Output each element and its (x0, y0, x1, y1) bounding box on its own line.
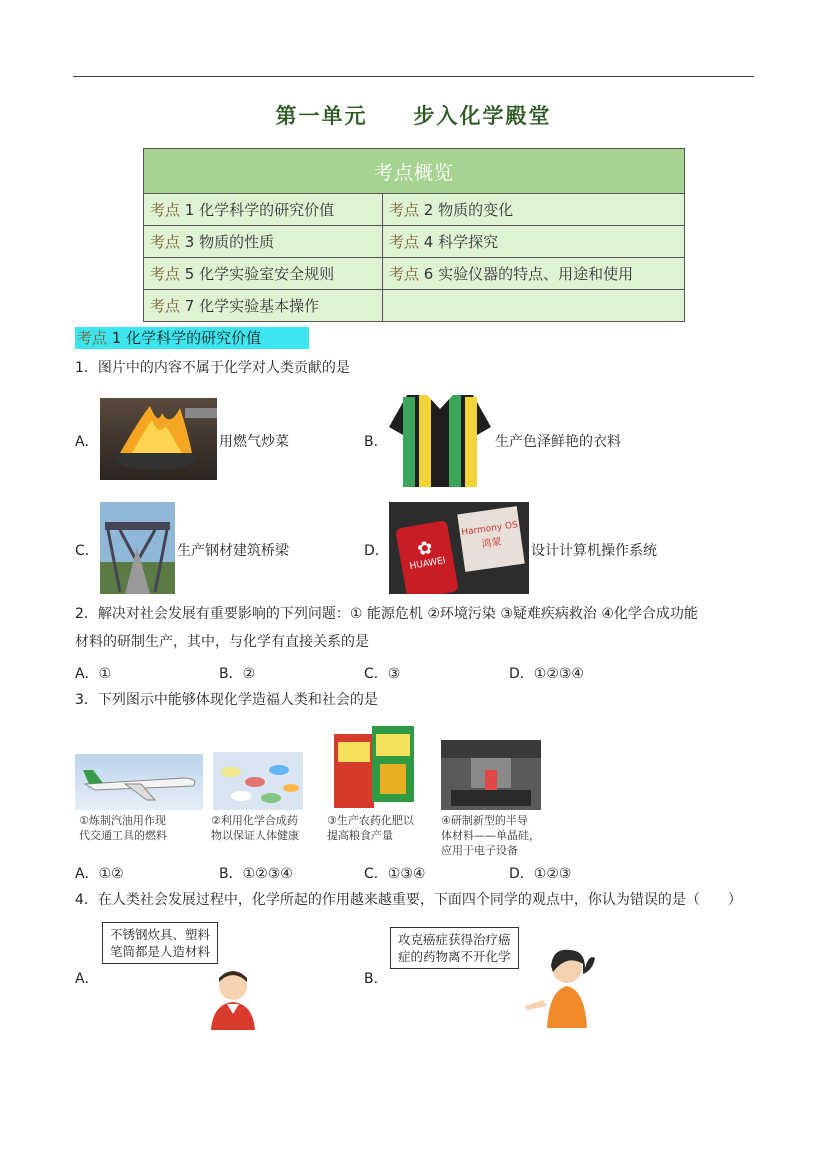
bridge-image (100, 502, 175, 594)
overview-table (143, 148, 685, 322)
q1-option-c-label: C． (75, 543, 99, 559)
overview-cell: 考点 1 化学科学的研究价值 (144, 194, 383, 226)
overview-cell (383, 290, 685, 322)
q3-option-a: A．①② (75, 866, 124, 882)
q3-caption-1: ①炼制汽油用作现 代交通工具的燃料 (79, 814, 167, 842)
q1-stem: 1．图片中的内容不属于化学对人类贡献的是 (75, 360, 350, 376)
q1-option-b-text: 生产色泽鲜艳的衣料 (495, 434, 621, 450)
overview-cell: 考点 2 物质的变化 (383, 194, 685, 226)
q4-option-a-label: A． (75, 971, 99, 987)
q3-option-d: D．①②③ (509, 866, 572, 882)
q4-option-b-label: B． (364, 971, 388, 987)
q2-option-c: C．③ (364, 666, 401, 682)
q2-option-d: D．①②③④ (509, 666, 584, 682)
overview-cell: 考点 7 化学实验基本操作 (144, 290, 383, 322)
q3-caption-2: ②利用化学合成药 物以保证人体健康 (211, 814, 299, 842)
q4-stem: 4．在人类社会发展过程中，化学所起的作用越来越重要，下面四个同学的观点中，你认为错误的是（ ） (75, 892, 742, 908)
fertilizer-bags-image (330, 724, 418, 810)
q1-option-b-label: B． (364, 434, 388, 450)
q4-speech-bubble-a: 不锈钢炊具、塑料 笔筒都是人造材料 (102, 922, 218, 964)
q2-option-b: B．② (219, 666, 256, 682)
q2-stem-line1: 2．解决对社会发展有重要影响的下列问题：① 能源危机 ②环境污染 ③疑难疾病救治 ④化学合成功能 (75, 606, 698, 622)
student-boy-image (205, 968, 261, 1030)
page-title: 第一单元 步入化学殿堂 (275, 103, 552, 128)
q3-option-c: C．①③④ (364, 866, 426, 882)
harmony-os-image (389, 502, 529, 594)
overview-cell: 考点 5 化学实验室安全规则 (144, 258, 383, 290)
q1-option-c-text: 生产钢材建筑桥梁 (177, 543, 289, 559)
q3-stem: 3．下列图示中能够体现化学造福人类和社会的是 (75, 692, 378, 708)
q2-option-a: A．① (75, 666, 112, 682)
q1-option-d-label: D． (364, 543, 389, 559)
airplane-image (75, 754, 203, 810)
q1-option-a-label: A． (75, 434, 99, 450)
q3-caption-4: ④研制新型的半导 体材料——单晶硅， 应用于电子设备 (441, 814, 540, 857)
q3-option-b: B．①②③④ (219, 866, 293, 882)
overview-header: 考点概览 (144, 149, 685, 194)
q3-caption-3: ③生产农药化肥以 提高粮食产量 (327, 814, 414, 842)
q1-option-d-text: 设计计算机操作系统 (531, 543, 657, 559)
huawei-flower-icon: ✿ (415, 537, 435, 561)
q1-option-a-text: 用燃气炒菜 (219, 434, 289, 450)
harmony-os-logo-cn: 鸿蒙 (480, 536, 503, 551)
stir-fry-image (100, 398, 217, 480)
harmony-os-logo-text: Harmony OS (460, 520, 519, 539)
semiconductor-image (441, 740, 541, 810)
q2-stem-line2: 材料的研制生产，其中，与化学有直接关系的是 (75, 634, 369, 650)
overview-cell: 考点 6 实验仪器的特点、用途和使用 (383, 258, 685, 290)
q4-speech-bubble-b: 攻克癌症获得治疗癌 症的药物离不开化学 (390, 927, 519, 969)
section-heading: 考点 1 化学科学的研究价值 (75, 327, 309, 349)
student-girl-image (523, 944, 603, 1028)
huawei-logo-text: HUAWEI (408, 555, 447, 573)
overview-cell: 考点 4 科学探究 (383, 226, 685, 258)
pills-image (213, 752, 303, 810)
top-rule (73, 76, 754, 77)
overview-cell: 考点 3 物质的性质 (144, 226, 383, 258)
sweater-image (387, 387, 493, 492)
